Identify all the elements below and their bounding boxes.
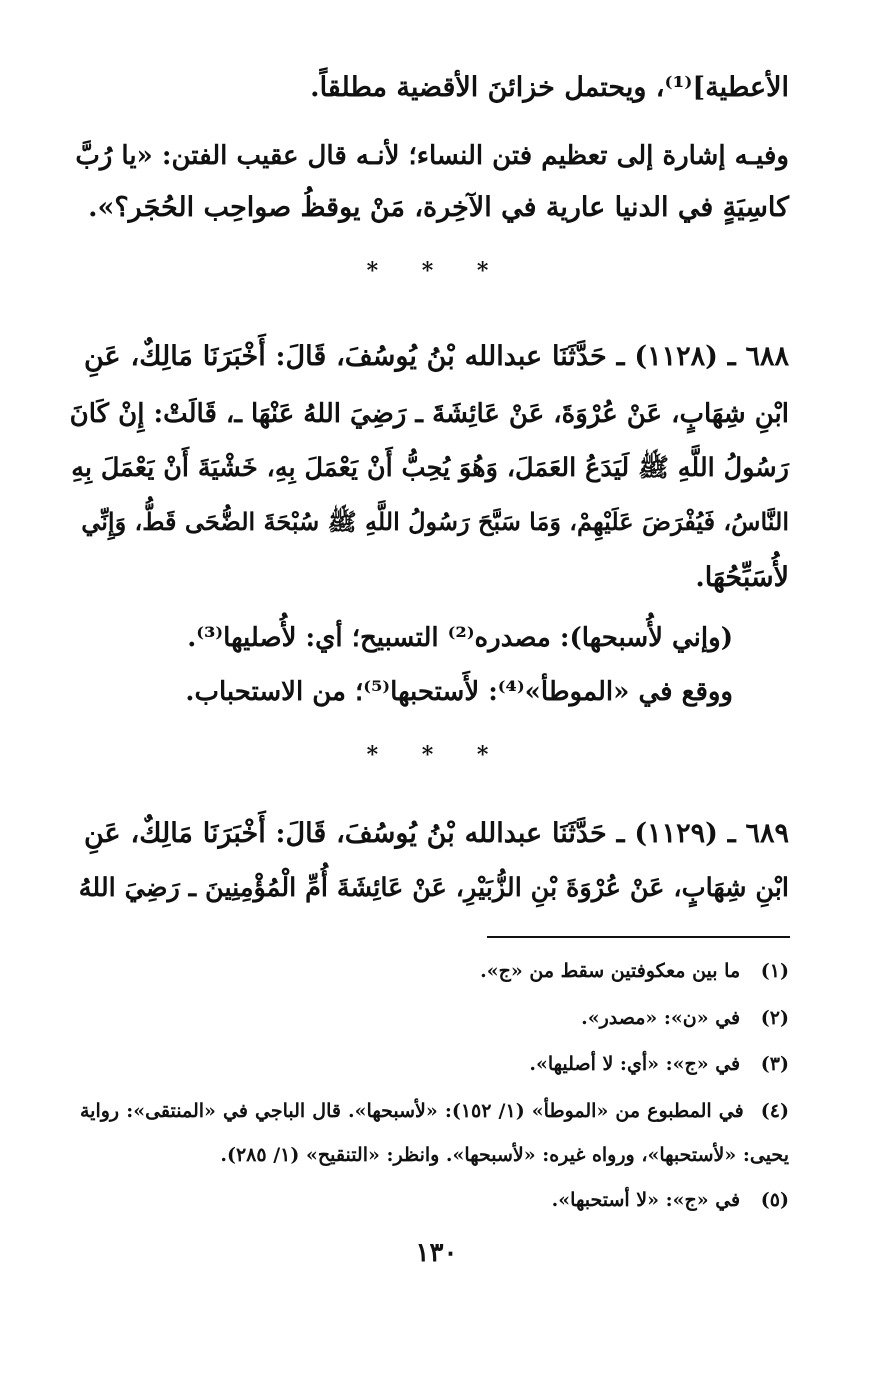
footnote-number: (٣) [760, 1053, 789, 1075]
footnote-4 [80, 1096, 789, 1126]
hadith-689-line-2: ابْنِ شِهَابٍ، عَنْ عُرْوَةَ بْنِ الزُّبَيْرِ، عَنْ عَائِشَةَ أُمِّ الْمُؤْمِنِينَ ـ رَضِيَ اللهُ [78, 873, 789, 903]
hadith-688-line-1: ٦٨٨ ـ (١١٢٨) ـ حَدَّثَنَا عبدالله بْنُ يُوسُفَ، قَالَ: أَخْبَرَنَا مَالِكٌ، عَنِ [84, 341, 789, 372]
footnote-number: (٥) [760, 1189, 789, 1211]
footnote-number: (٢) [760, 1007, 789, 1029]
footnote-text: ما بين معكوفتين سقط من «ج». [480, 960, 741, 982]
hadith-689-line-1: ٦٨٩ ـ (١١٢٩) ـ حَدَّثَنَا عبدالله بْنُ يُوسُفَ، قَالَ: أَخْبَرَنَا مَالِكٌ، عَنِ [84, 818, 789, 849]
page-number: ١٣٠ [415, 1238, 458, 1268]
commentary-688-line-2: ووقع في «الموطأ»⁽⁴⁾: لأَستحبها⁽⁵⁾؛ من الاستحباب. [185, 677, 733, 707]
footnote-4-continuation [220, 1140, 789, 1170]
footnote-divider [487, 936, 790, 938]
section-separator: * * * [366, 742, 507, 768]
footnote-2 [581, 1003, 789, 1033]
hadith-688-line-2: ابْنِ شِهَابٍ، عَنْ عُرْوَةَ، عَنْ عَائِشَةَ ـ رَضِيَ اللهُ عَنْهَا ـ، قَالَتْ: إِنْ كَانَ [69, 399, 789, 429]
intro-line-3: كاسِيَةٍ في الدنيا عارية في الآخِرة، مَنْ يوقظُ صواحِب الحُجَر؟». [88, 192, 789, 223]
footnote-number: (١) [760, 960, 789, 982]
intro-line-1: الأعطية]⁽¹⁾، ويحتمل خزائنَ الأقضية مطلقاً. [310, 72, 789, 103]
section-separator: * * * [366, 258, 507, 284]
footnote-1 [480, 956, 789, 986]
footnote-text: في «ج»: «أي: لا أصليها». [529, 1053, 741, 1075]
hadith-688-line-4: النَّاسُ، فَيُفْرَضَ عَلَيْهِمْ، وَمَا سَبَّحَ رَسُولُ اللَّهِ ﷺ سُبْحَةَ الضُّحَى قَطُّ، وَإِنِّي [81, 507, 789, 536]
footnote-text: يحيى: «لأستحبها»، ورواه غيره: «لأسبحها». وانظر: «التنقيح» (١/ ٢٨٥). [220, 1144, 789, 1166]
footnote-number: (٤) [760, 1100, 789, 1122]
footnote-text: في «ج»: «لا أستحبها». [551, 1189, 741, 1211]
hadith-688-line-3: رَسُولُ اللَّهِ ﷺ لَيَدَعُ العَمَلَ، وَهُوَ يُحِبُّ أَنْ يَعْمَلَ بِهِ، خَشْيَةَ أَنْ يَعْمَلَ بِهِ [71, 453, 789, 483]
footnote-5 [552, 1185, 789, 1215]
intro-line-2: وفيـه إشارة إلى تعظيم فتن النساء؛ لأنـه قال عقيب الفتن: «يا رُبَّ [75, 141, 789, 171]
footnote-text: في «ن»: «مصدر». [581, 1007, 741, 1029]
commentary-688-line-1: (وإني لأُسبحها): مصدره⁽²⁾ التسبيح؛ أي: لأُصليها⁽³⁾. [187, 623, 733, 653]
footnote-text: في المطبوع من «الموطأ» (١/ ١٥٢): «لأسبحها». قال الباجي في «المنتقى»: رواية [80, 1100, 744, 1122]
hadith-688-line-5: لأُسَبِّحُهَا. [695, 562, 789, 593]
footnote-3 [529, 1049, 789, 1079]
